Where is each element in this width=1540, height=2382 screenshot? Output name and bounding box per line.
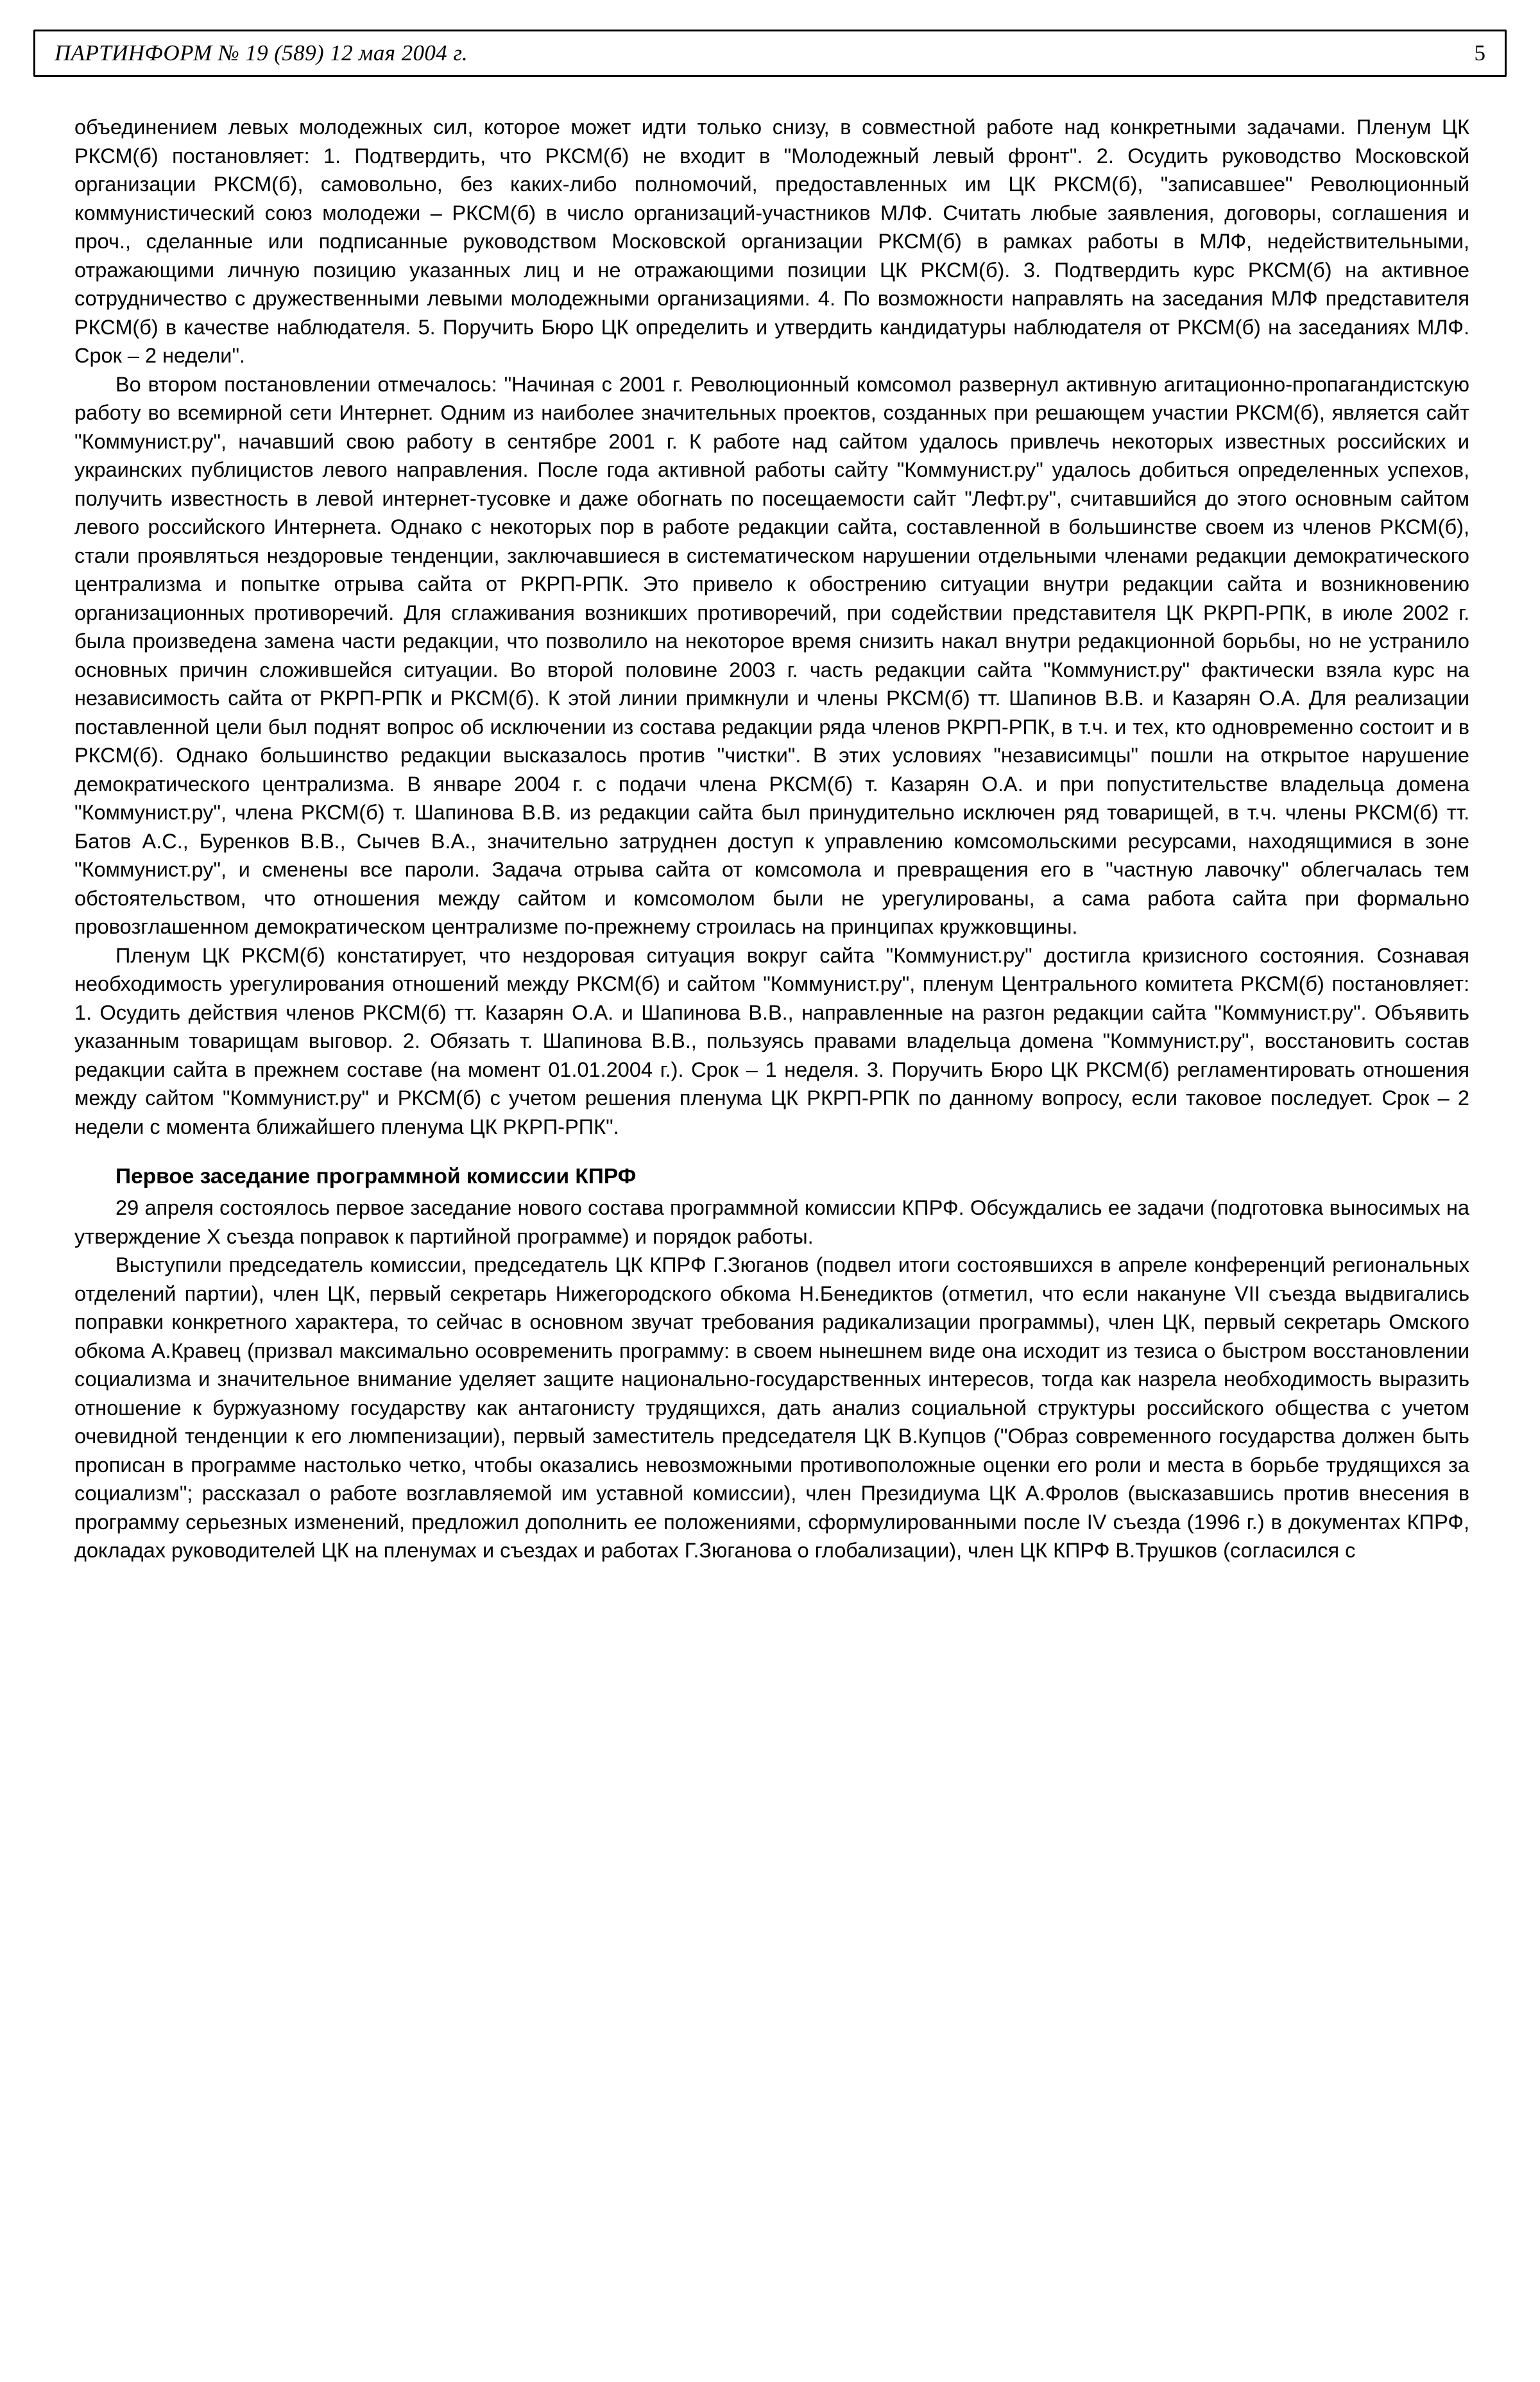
publication-title: ПАРТИНФОРМ № 19 (589) 12 мая 2004 г. — [55, 40, 468, 65]
page-number: 5 — [1474, 40, 1485, 65]
paragraph: Пленум ЦК РКСМ(б) констатирует, что нездоровая ситуация вокруг сайта "Коммунист.ру" достигла кризисного состояния. Сознавая необходимость урегулирования отношений между РКСМ(б) и сайтом "Коммунист.ру", пленум Центрального комитета РКСМ(б) постановляет: 1. Осудить действия членов РКСМ(б) тт. Казарян О.А. и Шапинова В.В., направленные на разгон редакции сайта "Коммунист.ру". Объявить указанным товарищам выговор. 2. Обязать т. Шапинова В.В., пользуясь правами владельца домена "Коммунист.ру", восстановить состав редакции сайта в прежнем составе (на момент 01.01.2004 г.). Срок – 1 неделя. 3. Поручить Бюро ЦК РКСМ(б) регламентировать отношения между сайтом "Коммунист.ру" и РКСМ(б) с учетом решения пленума ЦК РКРП-РПК по данному вопросу, если таковое последует. Срок – 2 недели с момента ближайшего пленума ЦК РКРП-РПК". — [74, 943, 1469, 1138]
page-header — [33, 30, 1507, 77]
paragraph-continued: объединением левых молодежных сил, которое может идти только снизу, в совместной работе над конкретными задачами. Пленум ЦК РКСМ(б) постановляет: 1. Подтвердить, что РКСМ(б) не входит в "Молодежный левый фронт". 2. Осудить руководство Московской организации РКСМ(б), самовольно, без каких-либо полномочий, предоставленных им ЦК РКСМ(б), "записавшее" Революционный коммунистический союз молодежи – РКСМ(б) в число организаций-участников МЛФ. Считать любые заявления, договоры, соглашения и проч., сделанные или подписанные руководством Московской организации РКСМ(б) в рамках работы в МЛФ, недействительными, отражающими личную позицию указанных лиц и не отражающими позиции ЦК РКСМ(б). 3. Подтвердить курс РКСМ(б) на активное сотрудничество с дружественными левыми молодежными организациями. 4. По возможности направлять на заседания МЛФ представителя РКСМ(б) в качестве наблюдателя. 5. Поручить Бюро ЦК определить и утвердить кандидатуры наблюдателя от РКСМ(б) на заседаниях МЛФ. Срок – 2 недели". — [74, 116, 1469, 367]
document-body — [33, 113, 1507, 1565]
paragraph: Во втором постановлении отмечалось: "Начиная с 2001 г. Революционный комсомол развернул активную агитационно-пропагандистскую работу во всемирной сети Интернет. Одним из наиболее значительных проектов, созданных при решающем участии РКСМ(б), является сайт "Коммунист.ру", начавший свою работу в сентябре 2001 г. К работе над сайтом удалось привлечь некоторых известных российских и украинских публицистов левого направления. После года активной работы сайту "Коммунист.ру" удалось добиться определенных успехов, получить известность в левой интернет-тусовке и даже обогнать по посещаемости сайт "Лефт.ру", считавшийся до этого основным сайтом левого российского Интернета. Однако с некоторых пор в работе редакции сайта, составленной в большинстве своем из членов РКСМ(б), стали проявляться нездоровые тенденции, заключавшиеся в систематическом нарушении отдельными членами редакции демократического централизма и попытке отрыва сайта от РКРП-РПК. Это привело к обострению ситуации внутри редакции сайта и возникновению организационных противоречий. Для сглаживания возникших противоречий, при содействии представителя ЦК РКРП-РПК, в июле 2002 г. была произведена замена части редакции, что позволило на некоторое время снизить накал внутри редакционной борьбы, но не устранило основных причин сложившейся ситуации. Во второй половине 2003 г. часть редакции сайта "Коммунист.ру" фактически взяла курс на независимость сайта от РКРП-РПК и РКСМ(б). К этой линии примкнули и члены РКСМ(б) тт. Шапинов В.В. и Казарян О.А. Для реализации поставленной цели был поднят вопрос об исключении из состава редакции ряда членов РКРП-РПК, в т.ч. и тех, кто одновременно состоит и в РКСМ(б). Однако большинство редакции высказалось против "чистки". В этих условиях "независимцы" пошли на открытое нарушение демократического централизма. В январе 2004 г. с подачи члена РКСМ(б) т. Казарян О.А. и при попустительстве владельца домена "Коммунист.ру", члена РКСМ(б) т. Шапинова В.В. из редакции сайта был принудительно исключен ряд товарищей, в т.ч. члены РКСМ(б) тт. Батов А.С., Буренков В.В., Сычев В.А., значительно затруднен доступ к управлению комсомольскими ресурсами, находящимися в зоне "Коммунист.ру", и сменены все пароли. Задача отрыва сайта от комсомола и превращения его в "частную лавочку" облегчалась тем обстоятельством, что отношения между сайтом и комсомолом были не урегулированы, а сама работа сайта при формально провозглашенном демократическом централизме по-прежнему строилась на принципах кружковщины. — [74, 372, 1469, 938]
paragraph: Выступили председатель комиссии, председатель ЦК КПРФ Г.Зюганов (подвел итоги состоявшихся в апреле конференций региональных отделений партии), член ЦК, первый секретарь Нижегородского обкома Н.Бенедиктов (отметил, что если накануне VII съезда выдвигались поправки конкретного характера, то сейчас в основном звучат требования радикализации программы), член ЦК, первый секретарь Омского обкома А.Кравец (призвал максимально осовременить программу: в своем нынешнем виде она исходит из тезиса о быстром восстановлении социализма и значительное внимание уделяет защите национально-государственных интересов, тогда как назрела необходимость выразить отношение к буржуазному государству как антагонисту трудящихся, дать анализ социальной структуры российского общества с учетом очевидной тенденции к его люмпенизации), первый заместитель председателя ЦК В.Купцов ("Образ современного государства должен быть прописан в программе настолько четко, чтобы оказались невозможными противоположные оценки его роли и места в борьбе трудящихся за социализм"; рассказал о работе возглавляемой им уставной комиссии), член Президиума ЦК А.Фролов (высказавшись против внесения в программу серьезных изменений, предложил дополнить ее положениями, сформулированными после IV съезда (1996 г.) в документах КПРФ, докладах руководителей ЦК на пленумах и съездах и работах Г.Зюганова о глобализации), член ЦК КПРФ В.Трушков (согласился с — [74, 1253, 1469, 1562]
section-heading: Первое заседание программной комиссии КПРФ — [116, 1165, 637, 1188]
paragraph: 29 апреля состоялось первое заседание нового состава программной комиссии КПРФ. Обсуждались ее задачи (подготовка выносимых на утверждение X съезда поправок к партийной программе) и порядок работы. — [74, 1196, 1469, 1248]
